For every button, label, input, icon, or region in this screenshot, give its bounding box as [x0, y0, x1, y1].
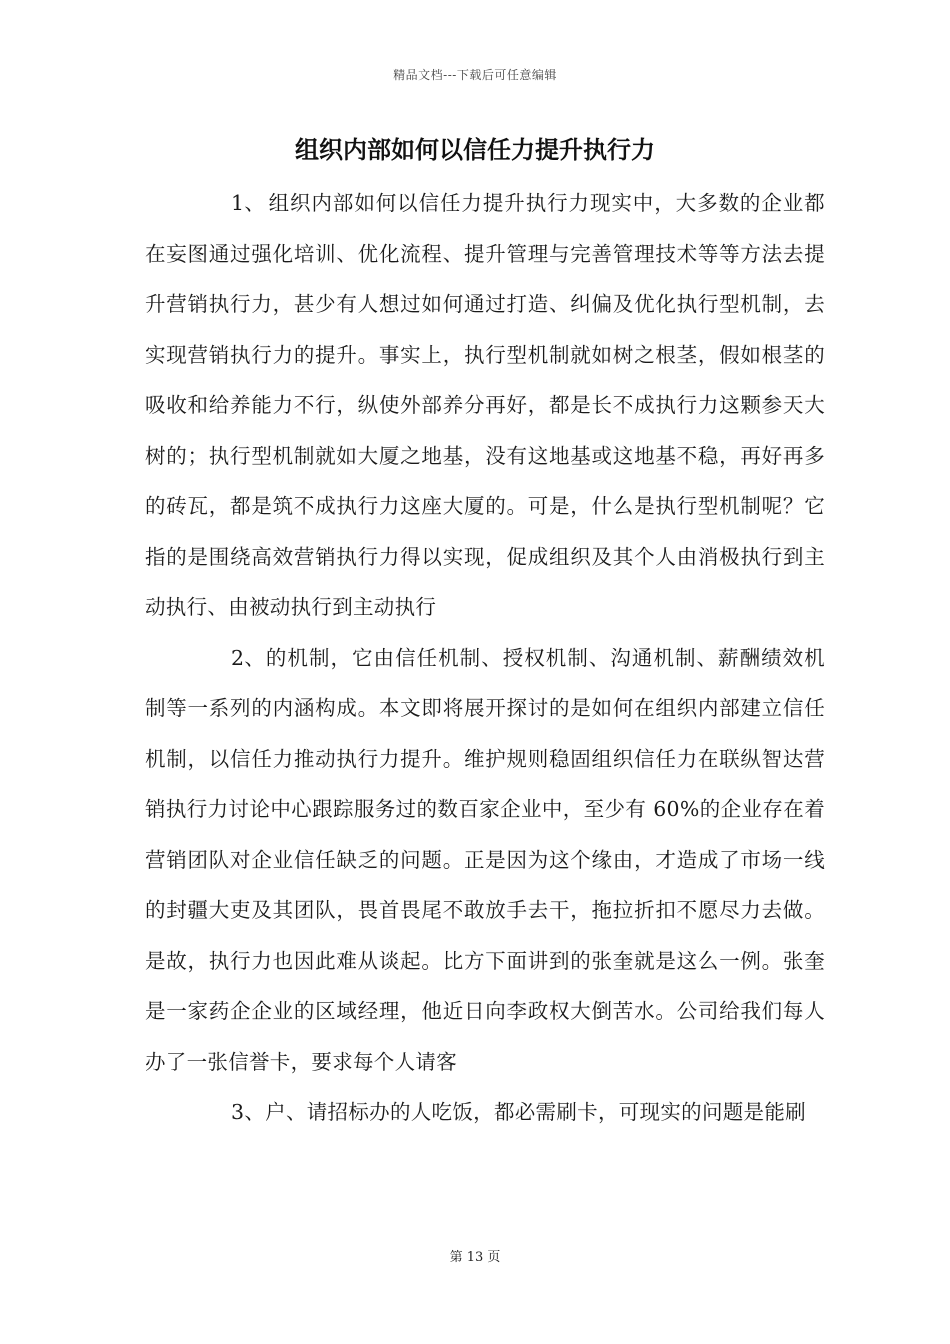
document-body	[145, 178, 825, 1138]
paragraph-number: 2、	[231, 645, 266, 670]
paragraph-text: 的机制，它由信任机制、授权机制、沟通机制、薪酬绩效机制等一系列的内涵构成。本文即将展开探讨的是如何在组织内部建立信任机制，以信任力推动执行力提升。维护规则稳固组织信任力在联纵智达营销执行力讨论中心跟踪服务过的数百家企业中，至少有 60%的企业存在着营销团队对企业信任缺乏的问题。正是因为这个缘由，才造成了市场一线的封疆大吏及其团队，畏首畏尾不敢放手去干，拖拉折扣不愿尽力去做。是故，执行力也因此难从谈起。比方下面讲到的张奎就是这么一例。张奎是一家药企企业的区域经理，他近日向李政权大倒苦水。公司给我们每人办了一张信誉卡，要求每个人请客	[145, 645, 825, 1074]
document-title: 组织内部如何以信任力提升执行力	[295, 136, 655, 164]
paragraph-3	[145, 1087, 825, 1138]
page-header: 精品文档---下载后可任意编辑	[393, 68, 557, 82]
paragraph-1	[145, 178, 825, 633]
paragraph-2	[145, 633, 825, 1088]
paragraph-number: 1、	[231, 191, 266, 215]
page-footer: 第 13 页	[449, 1250, 501, 1265]
paragraph-text: 组织内部如何以信任力提升执行力现实中，大多数的企业都在妄图通过强化培训、优化流程、提升管理与完善管理技术等等方法去提升营销执行力，甚少有人想过如何通过打造、纠偏及优化执行型机制，去实现营销执行力的提升。事实上，执行型机制就如树之根茎，假如根茎的吸收和给养能力不行，纵使外部养分再好，都是长不成执行力这颗参天大树的；执行型机制就如大厦之地基，没有这地基或这地基不稳，再好再多的砖瓦，都是筑不成执行力这座大厦的。可是，什么是执行型机制呢？它指的是围绕高效营销执行力得以实现，促成组织及其个人由消极执行到主动执行、由被动执行到主动执行	[145, 191, 825, 619]
paragraph-text: 户、请招标办的人吃饭，都必需刷卡，可现实的问题是能刷	[265, 1100, 806, 1124]
paragraph-number: 3、	[231, 1100, 266, 1124]
